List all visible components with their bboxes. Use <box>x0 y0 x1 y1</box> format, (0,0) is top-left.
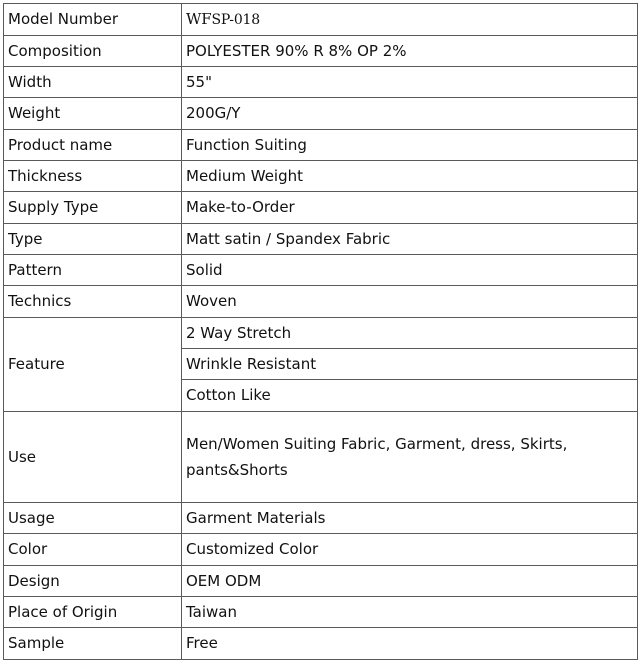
spec-label: Feature <box>4 318 182 412</box>
spec-row-use <box>4 412 638 503</box>
spec-value: Function Suiting <box>182 130 638 161</box>
spec-value: POLYESTER 90% R 8% OP 2% <box>182 36 638 67</box>
spec-value: Taiwan <box>182 597 638 628</box>
spec-value: 55" <box>182 67 638 98</box>
spec-row-feature <box>4 318 638 349</box>
spec-row-model-number <box>4 4 638 36</box>
spec-row-pattern <box>4 255 638 286</box>
spec-value: 200G/Y <box>182 98 638 130</box>
spec-label: Place of Origin <box>4 597 182 628</box>
spec-value: Wrinkle Resistant <box>182 349 638 380</box>
spec-value: Medium Weight <box>182 161 638 192</box>
spec-value: 2 Way Stretch <box>182 318 638 349</box>
spec-row-width <box>4 67 638 98</box>
spec-row-color <box>4 534 638 566</box>
spec-label: Supply Type <box>4 192 182 224</box>
spec-value: Customized Color <box>182 534 638 566</box>
spec-value: Woven <box>182 286 638 318</box>
spec-label: Design <box>4 566 182 597</box>
spec-row-place-of-origin <box>4 597 638 628</box>
spec-row-product-name <box>4 130 638 161</box>
spec-value: Men/Women Suiting Fabric, Garment, dress, Skirts, pants&Shorts <box>182 412 638 503</box>
spec-value: Make-to-Order <box>182 192 638 224</box>
spec-value <box>182 4 638 36</box>
spec-row-usage <box>4 503 638 534</box>
spec-label: Usage <box>4 503 182 534</box>
spec-label: Type <box>4 224 182 255</box>
spec-label: Model Number <box>4 4 182 36</box>
spec-label: Thickness <box>4 161 182 192</box>
spec-value: Solid <box>182 255 638 286</box>
spec-value: Free <box>182 628 638 660</box>
spec-label: Use <box>4 412 182 503</box>
spec-label: Pattern <box>4 255 182 286</box>
spec-row-design <box>4 566 638 597</box>
product-spec-table <box>3 3 638 660</box>
spec-value: Matt satin / Spandex Fabric <box>182 224 638 255</box>
spec-label: Product name <box>4 130 182 161</box>
spec-value: Cotton Like <box>182 380 638 412</box>
spec-label: Sample <box>4 628 182 660</box>
spec-value: Garment Materials <box>182 503 638 534</box>
spec-row-composition <box>4 36 638 67</box>
spec-row-technics <box>4 286 638 318</box>
spec-value: OEM ODM <box>182 566 638 597</box>
spec-row-sample <box>4 628 638 660</box>
spec-row-type <box>4 224 638 255</box>
spec-label: Technics <box>4 286 182 318</box>
spec-label: Weight <box>4 98 182 130</box>
spec-label: Width <box>4 67 182 98</box>
spec-label: Color <box>4 534 182 566</box>
spec-row-thickness <box>4 161 638 192</box>
spec-row-weight <box>4 98 638 130</box>
spec-row-supply-type <box>4 192 638 224</box>
model-code: SP-018 <box>211 12 260 29</box>
model-prefix: WF <box>186 10 212 29</box>
spec-label: Composition <box>4 36 182 67</box>
